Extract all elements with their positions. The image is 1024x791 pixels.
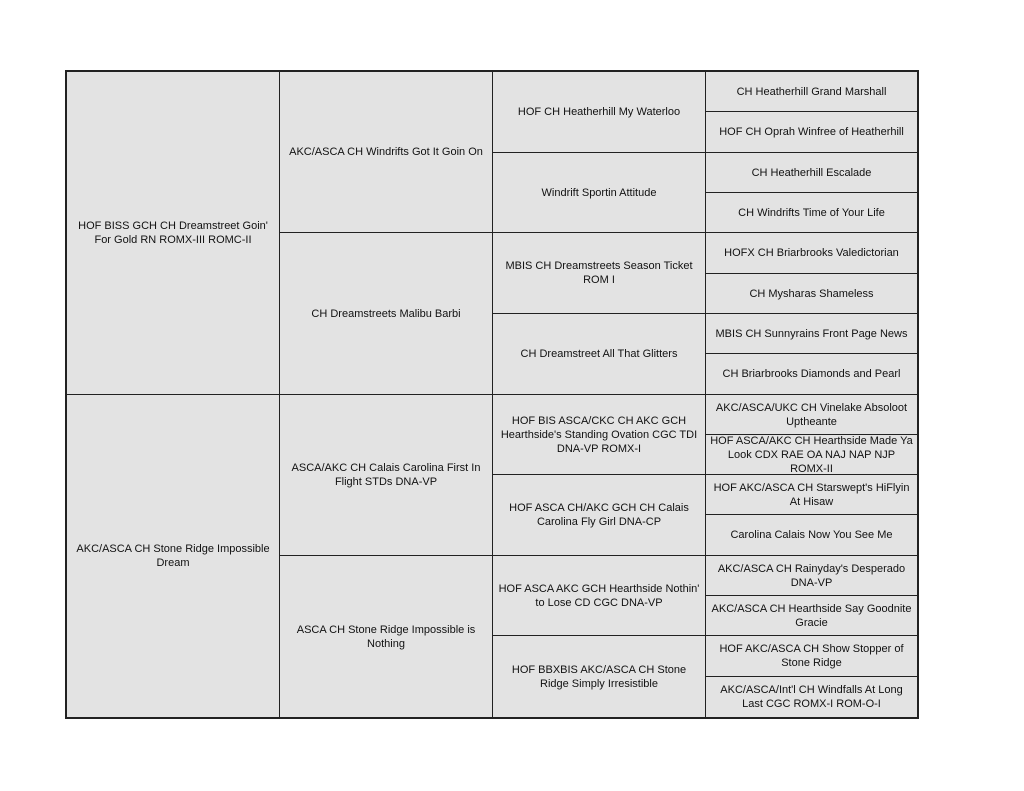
ancestor-name: AKC/ASCA CH Hearthside Say Goodnite Gracie [711, 602, 912, 629]
ancestor-name: ASCA/AKC CH Calais Carolina First In Flight STDs DNA-VP [291, 462, 481, 488]
pedigree-gen4-cell [706, 354, 917, 395]
ancestor-name: CH Dreamstreet All That Glitters [520, 348, 678, 360]
ancestor-name: CH Heatherhill Escalade [751, 166, 872, 179]
ancestor-name: Windrift Sportin Attitude [541, 186, 657, 199]
ancestor-name: CH Windrifts Time of Your Life [738, 206, 885, 219]
pedigree-gen4-cell [706, 112, 917, 153]
ancestor-name: HOF BISS GCH CH Dreamstreet Goin' For Gold RN ROMX-III ROMC-II [78, 220, 268, 246]
ancestor-name: CH Mysharas Shameless [749, 287, 874, 300]
pedigree-gen4-cell [706, 274, 917, 314]
pedigree-gen4-cell [706, 314, 917, 354]
ancestor-name: CH Dreamstreets Malibu Barbi [311, 307, 461, 320]
ancestor-name: AKC/ASCA/UKC CH Vinelake Absoloot Uptheante [715, 401, 908, 428]
ancestor-name: HOF ASCA AKC GCH Hearthside Nothin' to Lose CD CGC DNA-VP [498, 582, 700, 609]
ancestor-name: Carolina Calais Now You See Me [730, 529, 893, 541]
pedigree-gen4-cell [706, 72, 917, 112]
ancestor-name: ASCA CH Stone Ridge Impossible is Nothing [296, 623, 476, 650]
pedigree-gen4-cell [706, 556, 917, 596]
pedigree-gen3-cell [493, 72, 706, 153]
pedigree-gen3-cell [493, 233, 706, 314]
ancestor-name: AKC/ASCA CH Stone Ridge Impossible Dream [76, 543, 270, 569]
ancestor-name: AKC/ASCA CH Rainyday's Desperado DNA-VP [717, 562, 906, 589]
pedigree-gen3-cell [493, 395, 706, 475]
pedigree-gen3-cell [493, 636, 706, 717]
ancestor-name: HOF CH Heatherhill My Waterloo [517, 106, 681, 118]
ancestor-name: HOF BIS ASCA/CKC CH AKC GCH Hearthside's Standing Ovation CGC TDI DNA-VP ROMX-I [500, 414, 698, 455]
pedigree-gen3-cell [493, 556, 706, 636]
pedigree-gen4-cell [706, 395, 917, 435]
pedigree-gen2-cell [280, 395, 493, 556]
pedigree-gen1-cell [67, 72, 280, 395]
pedigree-gen4-cell [706, 677, 917, 717]
ancestor-name: HOF CH Oprah Winfree of Heatherhill [719, 126, 904, 138]
pedigree-gen4-cell [706, 193, 917, 233]
ancestor-name: HOF AKC/ASCA CH Starswept's HiFlyin At Hisaw [713, 481, 910, 508]
ancestor-name: HOFX CH Briarbrooks Valedictorian [724, 247, 899, 259]
pedigree-table [65, 70, 919, 719]
pedigree-gen4-cell [706, 435, 917, 475]
pedigree-gen2-cell [280, 556, 493, 717]
ancestor-name: AKC/ASCA CH Windrifts Got It Goin On [289, 146, 483, 158]
pedigree-gen4-cell [706, 596, 917, 636]
pedigree-gen4-cell [706, 233, 917, 274]
pedigree-gen2-cell [280, 72, 493, 233]
pedigree-gen1-cell [67, 395, 280, 717]
pedigree-gen3-cell [493, 475, 706, 556]
pedigree-gen4-cell [706, 636, 917, 677]
ancestor-name: HOF BBXBIS AKC/ASCA CH Stone Ridge Simply Irresistible [511, 663, 687, 690]
pedigree-gen4-cell [706, 475, 917, 515]
ancestor-name: HOF ASCA CH/AKC GCH CH Calais Carolina Fly Girl DNA-CP [509, 502, 689, 528]
ancestor-name: CH Briarbrooks Diamonds and Pearl [722, 368, 901, 380]
pedigree-gen4-cell [706, 153, 917, 193]
pedigree-gen3-cell [493, 153, 706, 233]
ancestor-name: HOF AKC/ASCA CH Show Stopper of Stone Ridge [719, 643, 904, 669]
pedigree-gen3-cell [493, 314, 706, 395]
ancestor-name: AKC/ASCA/Int'l CH Windfalls At Long Last CGC ROMX-I ROM-O-I [720, 684, 903, 710]
ancestor-name: MBIS CH Dreamstreets Season Ticket ROM I [505, 260, 693, 286]
pedigree-gen4-cell [706, 515, 917, 556]
ancestor-name: HOF ASCA/AKC CH Hearthside Made Ya Look CDX RAE OA NAJ NAP NJP ROMX-II [710, 435, 913, 475]
ancestor-name: MBIS CH Sunnyrains Front Page News [715, 327, 908, 340]
pedigree-gen2-cell [280, 233, 493, 395]
ancestor-name: CH Heatherhill Grand Marshall [736, 85, 887, 98]
